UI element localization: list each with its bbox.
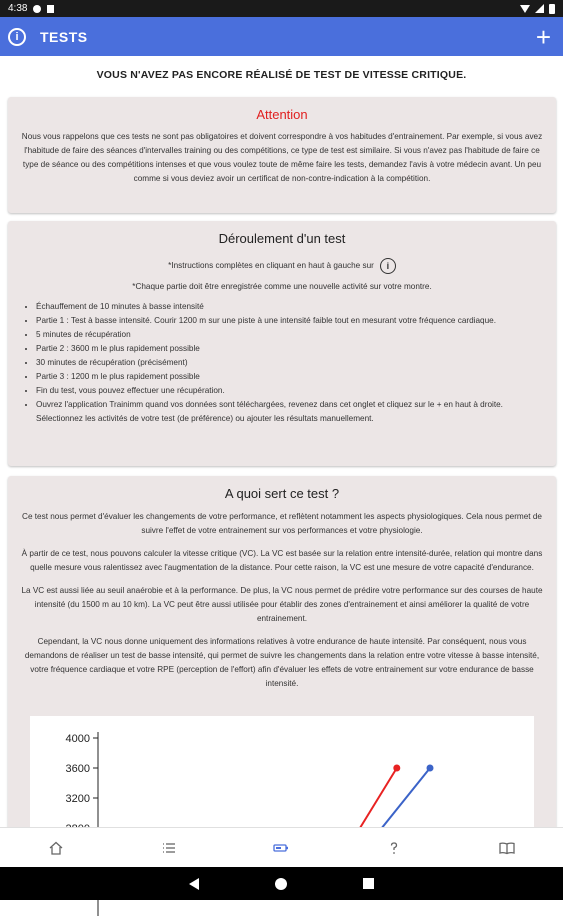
instructions-line bbox=[18, 258, 546, 274]
nav-book[interactable] bbox=[487, 833, 527, 863]
nav-tests[interactable] bbox=[261, 833, 301, 863]
aquoi-title: A quoi sert ce test ? bbox=[224, 486, 340, 501]
app-bar bbox=[0, 17, 563, 56]
signal-icon bbox=[535, 4, 544, 13]
nav-list[interactable] bbox=[149, 833, 189, 863]
series-point-1 bbox=[427, 765, 434, 772]
aquoi-paragraph: La VC est aussi liée au seuil anaérobie et à la performance. De plus, la VC nous permet de prédire votre performance sur des courses de haute intensité (du 1500 m au 10 km). La VC peut être aussi utilisée pour établir des zones d'entrainement et ainsi améliorer la qualité de votre entrainement. bbox=[21, 586, 543, 623]
list-item: • Partie 2 : 3600 m le plus rapidement possible bbox=[36, 342, 546, 356]
no-test-notice: VOUS N'AVEZ PAS ENCORE RÉALISÉ DE TEST DE VITESSE CRITIQUE. bbox=[96, 69, 467, 81]
info-inline-icon: i bbox=[380, 258, 396, 274]
attention-title: Attention bbox=[256, 107, 308, 122]
instructions-text: *Instructions complètes en cliquant en haut à gauche sur bbox=[168, 261, 374, 270]
y-tick-label: 3200 bbox=[65, 793, 90, 805]
attention-card bbox=[8, 97, 556, 213]
series-point-0 bbox=[393, 765, 400, 772]
recents-icon[interactable] bbox=[363, 878, 374, 889]
page-title: TESTS bbox=[40, 28, 88, 45]
aquoi-paragraph: À partir de ce test, nous pouvons calculer la vitesse critique (VC). La VC est basée sur la relation entre intensité-durée, relation qui montre dans quelle mesure vous ralentissez avec l'augmentation de la distance. Pour cette raison, la VC est une mesure de votre capacité d'endurance. bbox=[21, 549, 543, 572]
list-item: • Fin du test, vous pouvez effectuer une récupération. bbox=[36, 384, 546, 398]
info-icon[interactable]: i bbox=[8, 28, 26, 46]
steps-list bbox=[18, 300, 546, 426]
list-item: • Ouvrez l'application Trainimm quand vos données sont téléchargées, revenez dans cet onglet et cliquez sur le + en haut à droite. Sélectionnez les activités de votre test (de préférence) ou ajouter les résultats manuellement. bbox=[36, 398, 546, 426]
status-bar bbox=[0, 0, 563, 17]
help-icon bbox=[386, 840, 402, 856]
status-time: 4:38 bbox=[8, 3, 28, 14]
list-item: • Partie 1 : Test à basse intensité. Courir 1200 m sur une piste à une intensité faible tout en mesurant votre fréquence cardiaque. bbox=[36, 314, 546, 328]
back-icon[interactable] bbox=[189, 878, 199, 890]
battery-status-icon bbox=[549, 4, 555, 14]
battery-icon bbox=[272, 840, 290, 856]
y-tick-label: 3600 bbox=[65, 763, 90, 775]
attention-body: Nous vous rappelons que ces tests ne sont pas obligatoires et doivent correspondre à vos habitudes d'entrainement. Par exemple, si vous avez l'habitude de faire des séances d'intervalles training ou des compétitions, ce type de test est similaire. Si vous n'avez pas l'habitude de faire ce type de séance ou des compétitions intenses et que vous voulez toute de même faire les tests, demandez l'avis à votre médecin avant. Un peu comme si vous deviez avoir un certificat de non-contre-indication à la compétition. bbox=[21, 132, 543, 183]
system-nav bbox=[0, 867, 563, 900]
list-item: • Partie 3 : 1200 m le plus rapidement possible bbox=[36, 370, 546, 384]
list-item: • 30 minutes de récupération (précisément) bbox=[36, 356, 546, 370]
deroulement-title: Déroulement d'un test bbox=[218, 231, 346, 246]
nav-help[interactable] bbox=[374, 833, 414, 863]
notification-square-icon bbox=[47, 5, 54, 13]
nav-home[interactable] bbox=[36, 833, 76, 863]
list-icon bbox=[161, 840, 177, 856]
bottom-nav bbox=[0, 827, 563, 867]
content-scroll[interactable] bbox=[0, 56, 563, 827]
activity-note: *Chaque partie doit être enregistrée comme une nouvelle activité sur votre montre. bbox=[132, 282, 432, 291]
home-system-icon[interactable] bbox=[275, 878, 287, 890]
aquoi-paragraph: Cependant, la VC nous donne uniquement des informations relatives à votre endurance de haute intensité. Par conséquent, nous vous demandons de réaliser un test de basse intensité, qui permet de suivre les changements dans la relation entre votre vitesse à basse intensité, votre fréquence cardiaque et votre RPE (perception de l'effort) afin d'évaluer les effets de votre entrainement sur votre endurance de basse intensité. bbox=[24, 637, 540, 688]
home-icon bbox=[48, 840, 64, 856]
wifi-icon bbox=[520, 5, 530, 13]
book-icon bbox=[498, 840, 516, 856]
list-item: • Échauffement de 10 minutes à basse intensité bbox=[36, 300, 546, 314]
deroulement-card bbox=[8, 221, 556, 466]
aquoi-paragraph: Ce test nous permet d'évaluer les changements de votre performance, et reflètent notamment les aspects physiologiques. Cela nous permet de suivre l'effet de votre entrainement sur vos performances et votre physiologie. bbox=[22, 512, 542, 535]
y-tick-label: 4000 bbox=[65, 733, 90, 745]
list-item: • 5 minutes de récupération bbox=[36, 328, 546, 342]
add-button[interactable]: + bbox=[535, 21, 551, 52]
notification-icon bbox=[33, 5, 41, 13]
